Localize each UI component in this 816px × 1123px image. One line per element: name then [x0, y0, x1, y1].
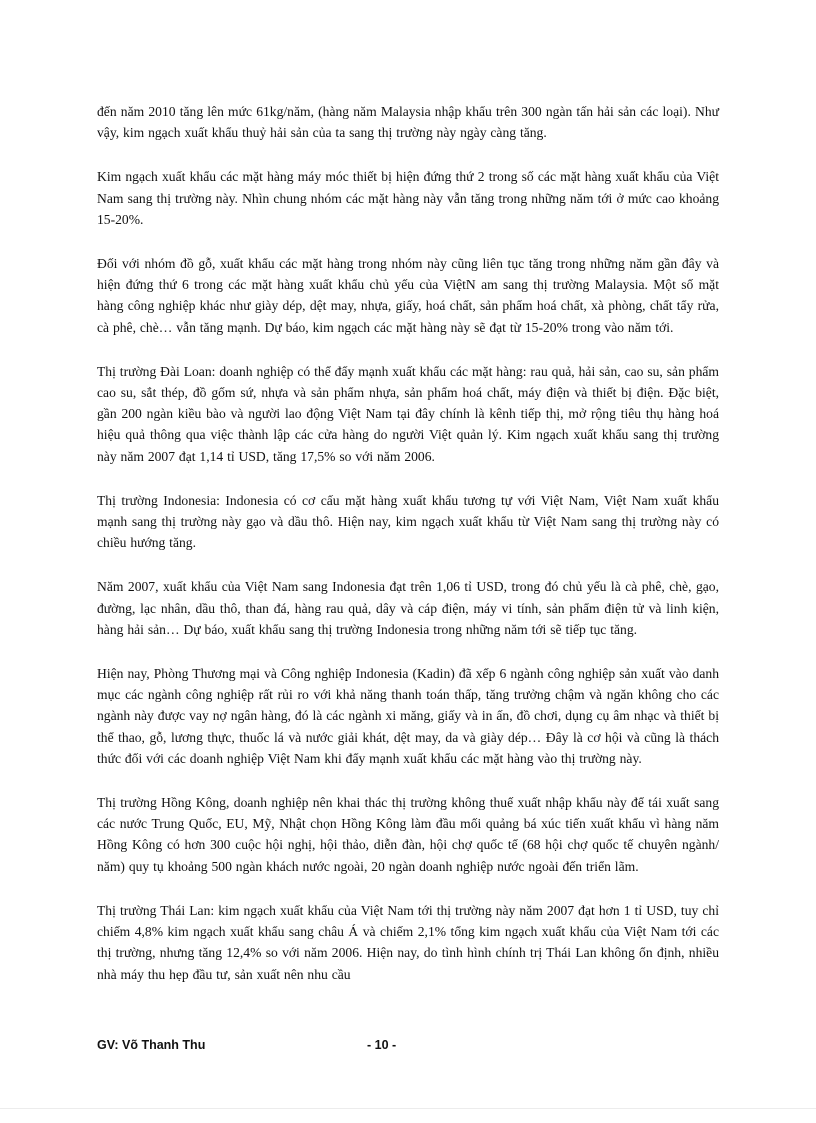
paragraph: Thị trường Thái Lan: kim ngạch xuất khẩu của Việt Nam tới thị trường này năm 2007 đạt hơn 1 tỉ USD, tuy chỉ chiếm 4,8% kim ngạch xuất khẩu sang châu Á và chiếm 2,1% tổng kim ngạch xuất khẩu của Việt Nam tới các thị trường, nhưng tăng 12,4% so với năm 2006. Hiện nay, do tình hình chính trị Thái Lan không ổn định, nhiều nhà máy thu hẹp đầu tư, sản xuất nên nhu cầu	[97, 902, 719, 982]
page-footer	[97, 1038, 719, 1058]
footer-author: GV: Võ Thanh Thu	[97, 1038, 206, 1052]
page-body	[97, 101, 719, 1008]
paragraph: Kim ngạch xuất khẩu các mặt hàng máy móc thiết bị hiện đứng thứ 2 trong số các mặt hàng xuất khẩu của Việt Nam sang thị trường này. Nhìn chung nhóm các mặt hàng này vẫn tăng trong những năm tới ở mức cao khoảng 15-20%.	[97, 169, 719, 227]
paragraph: Thị trường Indonesia: Indonesia có cơ cấu mặt hàng xuất khẩu tương tự với Việt Nam, Việt Nam xuất khẩu mạnh sang thị trường này gạo và dầu thô. Hiện nay, kim ngạch xuất khẩu từ Việt Nam sang thị trường này có chiều hướng tăng.	[97, 492, 719, 551]
footer-page-number: - 10 -	[367, 1038, 397, 1052]
page-edge-divider	[0, 1108, 816, 1109]
paragraph: Năm 2007, xuất khẩu của Việt Nam sang Indonesia đạt trên 1,06 tỉ USD, trong đó chủ yếu là cà phê, chè, gạo, đường, lạc nhân, dầu thô, than đá, hàng rau quả, dây và cáp điện, máy vi tính, sản phẩm điện tử và linh kiện, hàng hải sản… Dự báo, xuất khẩu sang thị trường Indonesia trong những năm tới sẽ tiếp tục tăng.	[97, 579, 719, 637]
paragraph: Hiện nay, Phòng Thương mại và Công nghiệp Indonesia (Kadin) đã xếp 6 ngành công nghiệp sản xuất vào danh mục các ngành công nghiệp rất rủi ro với khả năng thanh toán thấp, tăng trưởng chậm và ngăn không cho các ngành này được vay nợ ngân hàng, đó là các ngành xi măng, giấy và in ấn, đồ chơi, dụng cụ âm nhạc và thiết bị thể thao, gỗ, lương thực, thuốc lá và nước giải khát, dệt may, da và giày dép… Đây là cơ hội và cũng là thách thức đối với các doanh nghiệp Việt Nam khi đẩy mạnh xuất khẩu các mặt hàng vào thị trường này.	[97, 666, 719, 766]
paragraph: Thị trường Hồng Kông, doanh nghiệp nên khai thác thị trường không thuế xuất nhập khẩu này để tái xuất sang các nước Trung Quốc, EU, Mỹ, Nhật chọn Hồng Kông làm đầu mối quảng bá xúc tiến xuất khẩu vì hàng năm Hồng Kông có hơn 300 cuộc hội nghị, hội thảo, diễn đàn, hội chợ quốc tế (68 hội chợ quốc tế chuyên ngành/ năm) quy tụ khoảng 500 ngàn khách nước ngoài, 20 ngàn doanh nghiệp nước ngoài đến triển lãm.	[97, 795, 719, 874]
paragraph: Đối với nhóm đồ gỗ, xuất khẩu các mặt hàng trong nhóm này cũng liên tục tăng trong những năm gần đây và hiện đứng thứ 6 trong các mặt hàng xuất khẩu chủ yếu của ViệtN am sang thị trường Malaysia. Một số mặt hàng công nghiệp khác như giày dép, dệt may, nhựa, giấy, hoá chất, sản phẩm hoá chất, xà phòng, chất tẩy rửa, cà phê, chè… vẫn tăng mạnh. Dự báo, kim ngạch các mặt hàng này sẽ đạt từ 15-20% trong vào năm tới.	[97, 256, 719, 335]
paragraph: Thị trường Đài Loan: doanh nghiệp có thể đẩy mạnh xuất khẩu các mặt hàng: rau quả, hải sản, cao su, sản phẩm cao su, sắt thép, đồ gốm sứ, nhựa và sản phẩm nhựa, sản phẩm hoá chất, máy điện và thiết bị điện. Đặc biệt, gần 200 ngàn kiều bào và người lao động Việt Nam tại đây chính là kênh tiếp thị, mở rộng tiêu thụ hàng hoá hiệu quả thông qua việc thành lập các cửa hàng do người Việt quản lý. Kim ngạch xuất khẩu sang thị trường này năm 2007 đạt 1,14 tỉ USD, tăng 17,5% so với năm 2006.	[97, 363, 719, 464]
paragraph: đến năm 2010 tăng lên mức 61kg/năm, (hàng năm Malaysia nhập khẩu trên 300 ngàn tấn hải sản các loại). Như vậy, kim ngạch xuất khẩu thuỷ hải sản của ta sang thị trường này ngày càng tăng.	[97, 104, 719, 141]
